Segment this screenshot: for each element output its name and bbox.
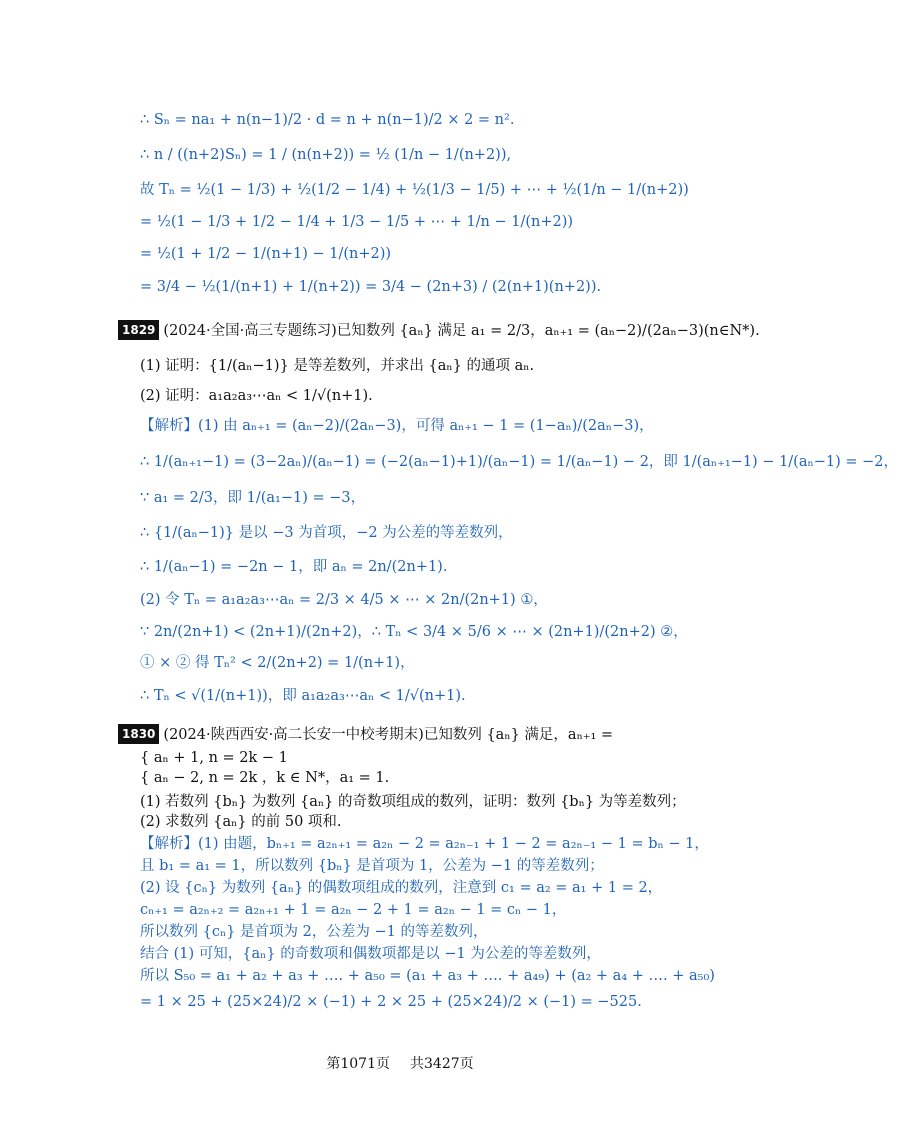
solution-line: ① × ② 得 Tₙ² < 2/(2n+2) = 1/(n+1)， — [140, 655, 415, 671]
solution-line: 结合 (1) 可知，{aₙ} 的奇数项和偶数项都是以 −1 为公差的等差数列， — [140, 946, 601, 962]
page-footer — [0, 1053, 800, 1073]
piecewise-case-1: { aₙ + 1, n = 2k − 1 — [140, 750, 288, 766]
solution-line: cₙ₊₁ = a₂ₙ₊₂ = a₂ₙ₊₁ + 1 = a₂ₙ − 2 + 1 = a₂ₙ − 1 = cₙ − 1， — [140, 902, 567, 918]
solution-line: ∵ a₁ = 2/3，即 1/(a₁−1) = −3， — [140, 490, 366, 506]
problem-number-badge: 1830 — [118, 724, 159, 744]
problem-1830-stem — [118, 724, 613, 745]
solution-line: = 1 × 25 + (25×24)/2 × (−1) + 2 × 25 + (25×24)/2 × (−1) = −525. — [140, 994, 642, 1010]
solution-line: ∴ 1/(aₙ−1) = −2n − 1，即 aₙ = 2n/(2n+1). — [140, 559, 448, 575]
solution-line: 【解析】(1) 由 aₙ₊₁ = (aₙ−2)/(2aₙ−3)，可得 aₙ₊₁ − 1 = (1−aₙ)/(2aₙ−3)， — [140, 418, 654, 434]
solution-line: 所以 S₅₀ = a₁ + a₂ + a₃ + …. + a₅₀ = (a₁ + a₃ + …. + a₄₉) + (a₂ + a₄ + …. + a₅₀) — [140, 968, 715, 984]
solution-line: ∴ Sₙ = na₁ + n(n−1)/2 · d = n + n(n−1)/2 × 2 = n². — [140, 112, 515, 128]
solution-line: 所以数列 {cₙ} 是首项为 2，公差为 −1 的等差数列， — [140, 924, 488, 940]
problem-stem-text: (2024·陕西西安·高二长安一中校考期末)已知数列 {aₙ} 满足，aₙ₊₁ = — [163, 727, 614, 743]
page-number: 第1071页 — [326, 1056, 390, 1072]
piecewise-case-2: { aₙ − 2, n = 2k ，k ∈ N*，a₁ = 1. — [140, 770, 390, 786]
problem-part: (1) 证明：{1/(aₙ−1)} 是等差数列，并求出 {aₙ} 的通项 aₙ. — [140, 358, 535, 374]
solution-line: ∴ Tₙ < √(1/(n+1))，即 a₁a₂a₃⋯aₙ < 1/√(n+1). — [140, 688, 466, 704]
solution-line: 故 Tₙ = ½(1 − 1/3) + ½(1/2 − 1/4) + ½(1/3 − 1/5) + ⋯ + ½(1/n − 1/(n+2)) — [140, 182, 689, 198]
solution-line: ∴ 1/(aₙ₊₁−1) = (3−2aₙ)/(aₙ−1) = (−2(aₙ−1)+1)/(aₙ−1) = 1/(aₙ−1) − 2，即 1/(aₙ₊₁−1) − 1/(aₙ−1) = −2， — [140, 454, 898, 470]
problem-part: (1) 若数列 {bₙ} 为数列 {aₙ} 的奇数项组成的数列，证明：数列 {bₙ} 为等差数列； — [140, 794, 686, 810]
solution-line: ∴ n / ((n+2)Sₙ) = 1 / (n(n+2)) = ½ (1/n − 1/(n+2)), — [140, 147, 512, 163]
solution-line: = ½(1 + 1/2 − 1/(n+1) − 1/(n+2)) — [140, 246, 392, 262]
problem-1829-stem — [118, 320, 760, 341]
solution-line: ∴ {1/(aₙ−1)} 是以 −3 为首项，−2 为公差的等差数列， — [140, 525, 513, 541]
solution-line: 【解析】(1) 由题，bₙ₊₁ = a₂ₙ₊₁ = a₂ₙ − 2 = a₂ₙ₋₁ + 1 − 2 = a₂ₙ₋₁ − 1 = bₙ − 1， — [140, 836, 709, 852]
problem-stem-text: (2024·全国·高三专题练习)已知数列 {aₙ} 满足 a₁ = 2/3，aₙ₊₁ = (aₙ−2)/(2aₙ−3)(n∈N*). — [163, 323, 760, 339]
problem-part: (2) 证明：a₁a₂a₃⋯aₙ < 1/√(n+1). — [140, 388, 373, 404]
solution-line: (2) 令 Tₙ = a₁a₂a₃⋯aₙ = 2/3 × 4/5 × ⋯ × 2n/(2n+1) ①， — [140, 592, 548, 608]
solution-line: 且 b₁ = a₁ = 1，所以数列 {bₙ} 是首项为 1，公差为 −1 的等差数列； — [140, 858, 604, 874]
total-pages: 共3427页 — [410, 1056, 474, 1072]
problem-part: (2) 求数列 {aₙ} 的前 50 项和. — [140, 814, 342, 830]
solution-line: ∵ 2n/(2n+1) < (2n+1)/(2n+2)，∴ Tₙ < 3/4 × 5/6 × ⋯ × (2n+1)/(2n+2) ②， — [140, 624, 688, 640]
solution-line: = ½(1 − 1/3 + 1/2 − 1/4 + 1/3 − 1/5 + ⋯ + 1/n − 1/(n+2)) — [140, 214, 574, 230]
solution-line: (2) 设 {cₙ} 为数列 {aₙ} 的偶数项组成的数列，注意到 c₁ = a₂ = a₁ + 1 = 2， — [140, 880, 663, 896]
problem-number-badge: 1829 — [118, 320, 159, 340]
solution-line: = 3/4 − ½(1/(n+1) + 1/(n+2)) = 3/4 − (2n+3) / (2(n+1)(n+2)). — [140, 279, 602, 295]
